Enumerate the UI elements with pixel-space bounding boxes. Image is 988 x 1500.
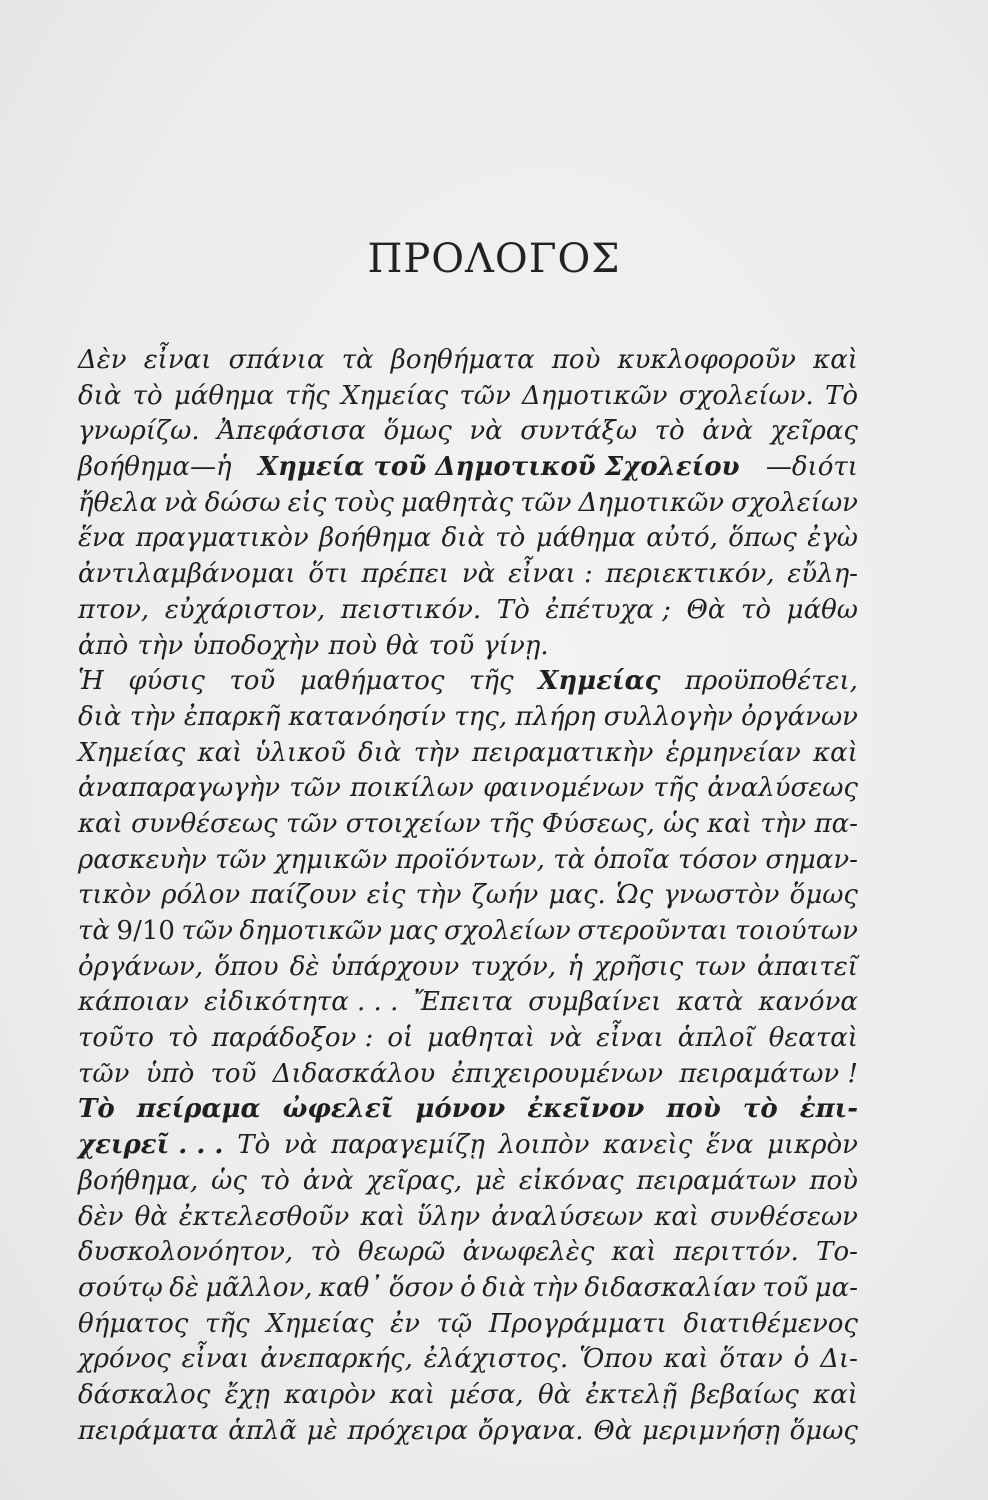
word: ἐπιχειρουμένων	[451, 1058, 663, 1089]
word: πρέπει	[361, 559, 450, 590]
word: θεαταὶ	[768, 1023, 858, 1054]
word: ζωήν	[471, 880, 539, 911]
word: περιεκτικόν,	[605, 559, 775, 590]
text-line	[78, 593, 858, 629]
word: ὡς	[211, 1165, 247, 1196]
word: ἁπλᾶ	[228, 1415, 297, 1446]
word: της,	[454, 701, 508, 732]
word: θὰ	[537, 1379, 572, 1410]
word: νὰ	[461, 559, 496, 590]
word: τῶν	[520, 487, 572, 518]
word: κατανόησίν	[288, 701, 446, 732]
word: τῆς	[285, 380, 330, 411]
word: τῶν	[289, 773, 341, 804]
word: τοῦ	[229, 666, 276, 697]
word: θὰ	[386, 630, 420, 661]
word: ὁ	[460, 1272, 476, 1303]
word: συνθέσεως	[131, 808, 278, 839]
text-line	[78, 807, 858, 843]
word: ὑλικοῦ	[254, 737, 346, 768]
word: εἶναι	[596, 1023, 664, 1054]
word: τὸ	[742, 1094, 778, 1125]
word: μαθηταὶ	[427, 1023, 535, 1054]
word: κατὰ	[676, 987, 744, 1018]
word: τὸ	[167, 1023, 198, 1054]
word: μᾶλλον,	[205, 1272, 313, 1303]
word: τὴν	[129, 701, 176, 732]
word: ποὺ	[328, 630, 377, 661]
word: κανεὶς	[603, 1130, 693, 1161]
word: εἶναι	[143, 345, 212, 375]
word: δάσκαλος	[78, 1379, 211, 1410]
word: ὅταν	[719, 1344, 783, 1375]
word: γνωρίζω.	[78, 416, 200, 447]
word: ρασκευὴν	[78, 844, 207, 875]
word: τυχόν,	[470, 951, 557, 982]
word: τῆς	[488, 808, 534, 839]
word: Χημείας	[538, 666, 661, 697]
word: ἕνα	[706, 1130, 754, 1161]
word: πραγματικὸν	[135, 523, 309, 554]
word: προϋποθέτει,	[684, 666, 858, 697]
word: ὁ	[793, 1344, 810, 1375]
word: Ἡ	[78, 666, 104, 697]
text-line	[78, 1128, 858, 1164]
word: προϊόντων,	[395, 844, 545, 875]
word: ὅτι	[308, 559, 349, 590]
word: Χημεία τοῦ Δημοτικοῦ Σχολείου	[257, 452, 740, 483]
text-line	[78, 486, 858, 522]
word: καὶ	[360, 1201, 406, 1232]
word: μαθήματος	[299, 666, 445, 697]
word: καιρὸν	[284, 1379, 376, 1410]
text-line	[78, 985, 858, 1021]
text-line	[78, 629, 858, 665]
word: ἡ	[567, 951, 583, 982]
word: νὰ	[469, 416, 503, 447]
word: τῷ	[436, 1308, 473, 1339]
word: βοήθημα	[319, 523, 432, 554]
word: χρῆσις	[594, 951, 684, 982]
word: Τὸ	[496, 594, 530, 625]
word: τὰ	[341, 345, 374, 375]
word: τοῦτο	[78, 1023, 154, 1054]
word: διὰ	[441, 523, 485, 554]
word: καὶ	[654, 1201, 700, 1232]
word: παράδοξον :	[211, 1023, 374, 1054]
word: ἀπαιτεῖ	[756, 951, 858, 982]
word: χρόνος	[78, 1344, 171, 1375]
text-line	[78, 450, 858, 486]
text-line	[78, 950, 858, 986]
word: ἀνὰ	[302, 1165, 354, 1196]
word: Θὰ	[686, 594, 726, 625]
word: ἐκτελεσθοῦν	[178, 1201, 350, 1232]
word: ποὺ	[809, 1165, 858, 1196]
text-line	[78, 1092, 858, 1128]
word: χεῖρας,	[366, 1165, 463, 1196]
word: πλήρη	[515, 701, 596, 732]
word: διὰ	[78, 380, 122, 411]
word: ἁπλοῖ	[677, 1023, 755, 1054]
word: πειραμάτων	[636, 1165, 797, 1196]
text-line	[78, 1235, 858, 1271]
word: μὲ	[306, 1415, 338, 1446]
word: νὰ	[283, 1130, 318, 1161]
word: εἰς	[366, 880, 406, 911]
word: Χημείας	[78, 737, 186, 768]
word: βοήθημα—ἡ	[78, 452, 232, 483]
word: τῶν	[459, 380, 511, 411]
word: πειραμάτων !	[679, 1058, 858, 1089]
word: ἑρμηνείαν	[665, 737, 801, 768]
word: ὄργανα.	[477, 1415, 584, 1446]
word: Δημοτικῶν	[521, 380, 668, 411]
word: καθ᾽	[319, 1272, 383, 1303]
word: τὴν	[760, 808, 807, 839]
word: παίζουν	[250, 880, 357, 911]
word: μικρὸν	[767, 1130, 858, 1161]
word: καὶ	[197, 737, 243, 768]
word: καὶ	[813, 737, 858, 768]
word: εὐχάριστον,	[164, 594, 326, 625]
word: μας.	[548, 880, 606, 911]
word: μάθω	[786, 594, 858, 625]
word: κυκλοφοροῦν	[617, 345, 796, 375]
word: ἐπαρκῆ	[183, 701, 281, 732]
word: ὀργάνων	[741, 701, 858, 732]
text-line	[78, 414, 858, 450]
word: πειράματα	[78, 1415, 219, 1446]
word: Προγράμματι	[488, 1308, 667, 1339]
word: τῆς	[204, 1308, 250, 1339]
word: κάποιαν	[78, 987, 189, 1018]
text-line	[78, 1271, 858, 1307]
word: συμβαίνει	[528, 987, 662, 1018]
text-line	[78, 771, 858, 807]
word: ὠφελεῖ	[282, 1094, 394, 1125]
word: ὑπάρχουν	[330, 951, 460, 982]
word: δὲ	[289, 951, 320, 982]
word: ἀπὸ	[78, 630, 129, 661]
word: τὴν	[415, 880, 462, 911]
word: δὲ	[169, 1272, 199, 1303]
text-line	[78, 1057, 858, 1093]
word: τὴν	[137, 630, 184, 661]
word: πειστικόν.	[340, 594, 482, 625]
word: ὅπως	[728, 523, 797, 554]
word: τὸ	[495, 523, 526, 554]
word: Ἀπεφάσισα	[217, 416, 366, 447]
word: Δι-	[820, 1344, 858, 1375]
text-line	[78, 878, 858, 914]
word: εἶναι :	[508, 559, 593, 590]
word: μάθημα	[173, 380, 274, 411]
word: τὰ	[553, 844, 586, 875]
word: διὰ	[482, 1272, 526, 1303]
text-line	[78, 1164, 858, 1200]
word: τὸ	[259, 1165, 290, 1196]
word: καὶ	[78, 808, 123, 839]
word: δυσκολονόητον,	[78, 1237, 294, 1268]
word: πα-	[814, 808, 858, 839]
word: τὰ	[78, 916, 110, 946]
word: Θὰ	[593, 1415, 633, 1446]
word: τὴν	[413, 737, 460, 768]
word: τῶν	[78, 1058, 130, 1089]
word: Ὡς	[615, 880, 654, 911]
word: Τὸ	[825, 380, 858, 411]
word: μας	[388, 916, 438, 946]
word: σχολείων	[731, 487, 858, 518]
word: τὴν	[532, 1272, 578, 1303]
text-line	[78, 1342, 858, 1378]
word: τοιούτων	[734, 916, 858, 946]
word: μόνον	[415, 1094, 506, 1125]
word: γνωστὸν	[663, 880, 780, 911]
word: μάθημα	[535, 523, 636, 554]
word: ὅσον	[388, 1272, 454, 1303]
word: χημικῶν	[274, 844, 388, 875]
word: νὰ	[548, 1023, 583, 1054]
word: πρόχειρα	[347, 1415, 469, 1446]
word: τῶν	[181, 916, 233, 946]
word: παραγεμίζῃ	[331, 1130, 485, 1161]
word: ὅμως	[383, 416, 452, 447]
word: δώσω	[204, 487, 281, 518]
word: ὡς	[663, 808, 699, 839]
word: κανόνα	[758, 987, 858, 1018]
word: ἀντιλαμβάνομαι	[78, 559, 296, 590]
word: ὁποῖα	[593, 844, 670, 875]
word: ὕλην	[416, 1201, 481, 1232]
text-line	[78, 1307, 858, 1343]
word: Δημοτικῶν	[578, 487, 725, 518]
word: βοηθήματα	[390, 345, 535, 375]
text-line	[78, 1414, 858, 1450]
body-text	[78, 343, 858, 1449]
page-title: ΠΡΟΛΟΓΟΣ	[367, 236, 621, 282]
word: φύσις	[128, 666, 205, 697]
word: νὰ	[164, 487, 198, 518]
word: πτον,	[78, 594, 150, 625]
word: σχολείων	[444, 916, 571, 946]
word: ἐκεῖνον	[527, 1094, 645, 1125]
word: καὶ	[813, 1379, 858, 1410]
word: —διότι	[765, 452, 858, 483]
word: ὅπου	[214, 951, 279, 982]
word: διὰ	[358, 737, 402, 768]
text-line	[78, 1200, 858, 1236]
word: Δὲν	[78, 345, 127, 375]
word: πειραματικὴν	[471, 737, 654, 768]
word: καὶ	[707, 808, 753, 839]
word: σχολείων.	[678, 380, 814, 411]
text-line	[78, 379, 858, 415]
word: σπάνια	[228, 345, 325, 375]
word: βοήθημα,	[78, 1165, 199, 1196]
word: μὲ	[475, 1165, 506, 1196]
word: ποὺ	[666, 1094, 721, 1125]
word: τόσον	[677, 844, 758, 875]
word: συνθέσεων	[710, 1201, 858, 1232]
word: ἀναλύσεων	[491, 1201, 644, 1232]
word: στεροῦνται	[577, 916, 729, 946]
word: τῶν	[285, 808, 338, 839]
word: Χημείας	[340, 380, 449, 411]
word: μα-	[814, 1272, 858, 1303]
word: δημοτικῶν	[239, 916, 382, 946]
word: θὰ	[134, 1201, 168, 1232]
word: σούτῳ	[78, 1272, 163, 1303]
word: Χημείας	[266, 1308, 374, 1339]
word: τῶν	[215, 844, 267, 875]
word: καὶ	[813, 345, 858, 375]
word: ἤθελα	[78, 487, 158, 518]
word: ἕνα	[78, 523, 126, 554]
word: εὔλη-	[787, 559, 858, 590]
word: εἰδικότητα . . .	[204, 987, 399, 1018]
text-line	[78, 1378, 858, 1414]
word: ἀνωφελὲς	[462, 1237, 595, 1268]
word: Φύσεως,	[541, 808, 655, 839]
word: τὸ	[310, 1237, 341, 1268]
word: Τὸ	[78, 1094, 115, 1125]
word: βεβαίως	[691, 1379, 799, 1410]
word: θεωρῶ	[357, 1237, 446, 1268]
word: μέσα,	[449, 1379, 524, 1410]
word: τικὸν	[78, 880, 152, 911]
word: τοῦ	[762, 1272, 809, 1303]
word: καὶ	[390, 1379, 435, 1410]
word: πείραμα	[136, 1094, 261, 1125]
word: ἐκτελῇ	[585, 1379, 677, 1410]
word: τοῦ	[210, 1058, 257, 1089]
word: αὐτό,	[646, 523, 718, 554]
word: στοιχείων	[345, 808, 481, 839]
word: ρόλον	[161, 880, 241, 911]
word: γίνῃ.	[483, 630, 549, 661]
word: διδασκαλίαν	[584, 1272, 756, 1303]
text-line	[78, 736, 858, 772]
word: ὅμως	[789, 880, 858, 911]
word: τῆς	[469, 666, 514, 697]
word: τὸ	[132, 380, 163, 411]
word: των	[694, 951, 746, 982]
word: τὸ	[741, 594, 772, 625]
word: Τὸ	[237, 1130, 271, 1161]
word: δὲν	[78, 1201, 124, 1232]
word: τοῦ	[428, 630, 475, 661]
word: ἀνεπαρκής,	[260, 1344, 413, 1375]
word: ἐλάχιστος.	[423, 1344, 569, 1375]
text-line	[78, 1021, 858, 1057]
word: οἱ	[387, 1023, 414, 1054]
word: φαινομένων	[483, 773, 645, 804]
word: καὶ	[663, 1344, 709, 1375]
word: ποὺ	[551, 345, 601, 375]
word: τὸ	[654, 416, 685, 447]
text-line	[78, 521, 858, 557]
word: σημαν-	[765, 844, 858, 875]
text-line	[78, 343, 858, 379]
word: καὶ	[611, 1237, 657, 1268]
word: εἰκόνας	[518, 1165, 624, 1196]
word: ὑπὸ	[145, 1058, 195, 1089]
word: ὑποδοχὴν	[192, 630, 320, 661]
word: ἐν	[390, 1308, 420, 1339]
word: τοὺς	[333, 487, 394, 518]
word: εἰς	[287, 487, 327, 518]
text-line	[78, 914, 858, 950]
word: ἀναπαραγωγὴν	[78, 773, 281, 804]
word: ὅμως	[789, 1415, 858, 1446]
word: εἶναι	[181, 1344, 250, 1375]
text-line	[78, 843, 858, 879]
word: ἐπέτυχα ;	[545, 594, 671, 625]
word: μαθητὰς	[400, 487, 514, 518]
word: χειρεῖ . . .	[78, 1130, 224, 1161]
text-line	[78, 557, 858, 593]
word: ποικίλων	[350, 773, 474, 804]
word: θήματος	[78, 1308, 189, 1339]
word: περιττόν.	[673, 1237, 799, 1268]
word: ἐπι-	[799, 1094, 858, 1125]
word: Το-	[816, 1237, 858, 1268]
text-line	[78, 664, 858, 700]
word: Ὅπου	[579, 1344, 653, 1375]
word: ἀνὰ	[702, 416, 754, 447]
word: Ἔπειτα	[413, 987, 513, 1018]
word: ἔχῃ	[224, 1379, 270, 1410]
word: ἀναλύσεως	[707, 773, 858, 804]
word: συλλογὴν	[603, 701, 733, 732]
word: χεῖρας	[770, 416, 858, 447]
word: μεριμνήσῃ	[641, 1415, 780, 1446]
word: τῆς	[653, 773, 698, 804]
word: διὰ	[78, 701, 122, 732]
word: διατιθέμενος	[683, 1308, 858, 1339]
word: ὀργάνων,	[78, 951, 204, 982]
word: ἐγὼ	[807, 523, 858, 554]
fraction: 9/10	[116, 916, 175, 946]
word: συντάξω	[520, 416, 638, 447]
word: λοιπὸν	[498, 1130, 590, 1161]
text-line	[78, 700, 858, 736]
word: Διδασκάλου	[272, 1058, 436, 1089]
